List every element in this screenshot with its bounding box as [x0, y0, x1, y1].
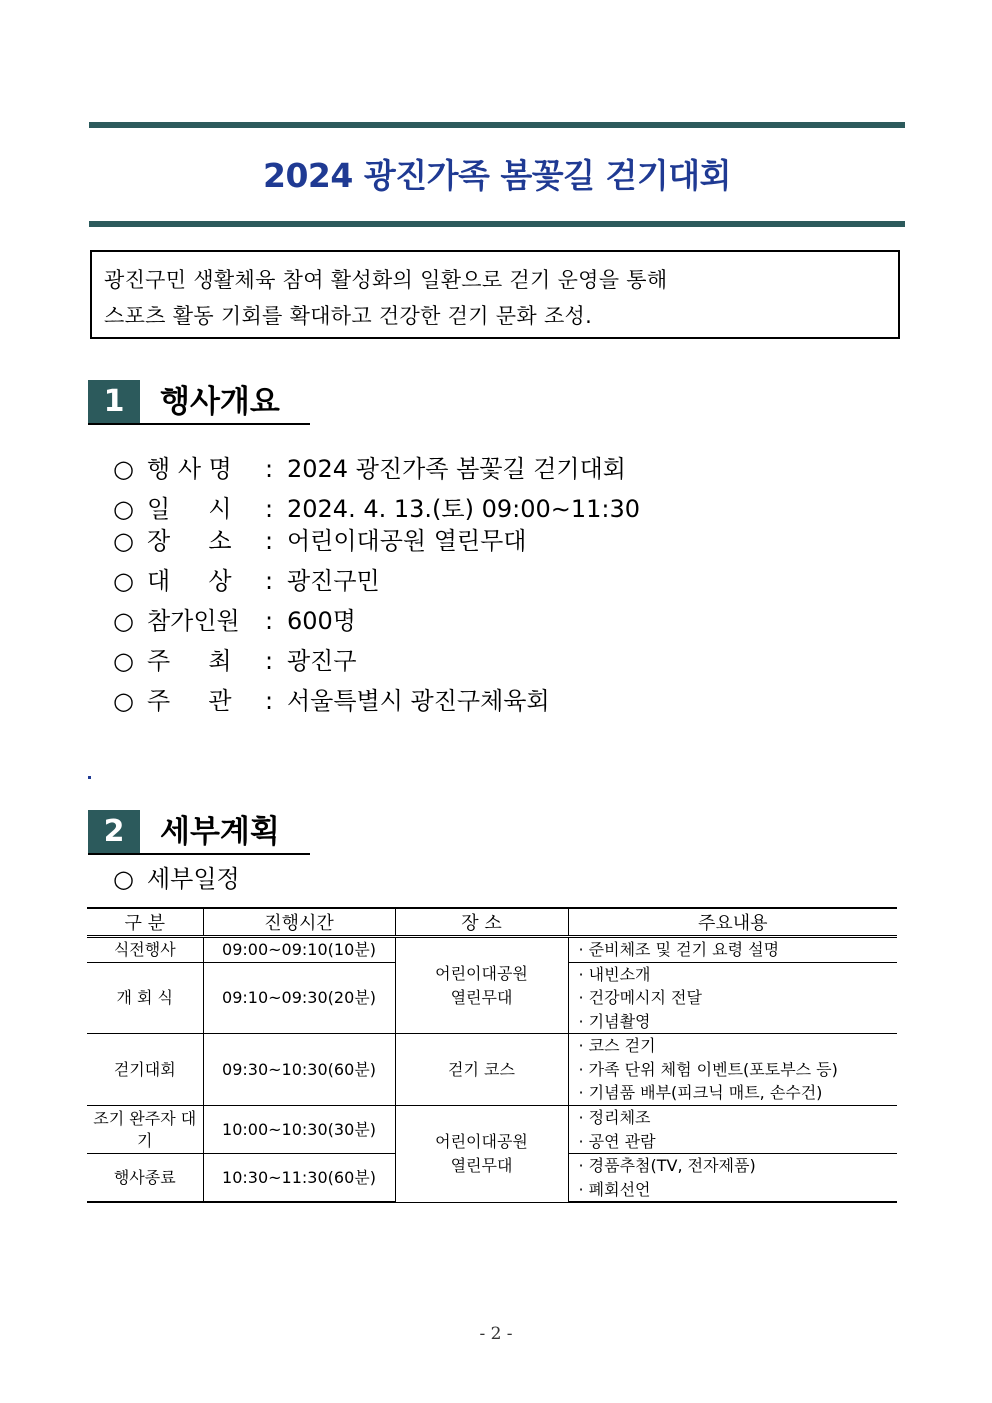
item-value: 광진구 — [287, 647, 357, 675]
overview-item-venue — [113, 525, 526, 557]
cell-content — [568, 1106, 897, 1154]
cell-time: 09:00~09:10(10분) — [203, 937, 395, 963]
item-colon: : — [264, 567, 274, 595]
purpose-line-2: 스포츠 활동 기회를 확대하고 건강한 걷기 문화 조성. — [104, 304, 593, 328]
cell-category: 개 회 식 — [87, 962, 203, 1034]
item-colon: : — [264, 607, 274, 635]
title-bottom-rule — [89, 221, 905, 227]
content-line: · 건강메시지 전달 — [578, 988, 702, 1007]
document-title: 2024 광진가족 봄꽃길 걷기대회 — [263, 156, 731, 195]
item-label: 일 시 — [147, 495, 232, 523]
header-category: 구 분 — [87, 908, 203, 937]
content-line: · 공연 관람 — [578, 1131, 656, 1151]
place-line: 어린이대공원 — [435, 1132, 528, 1152]
schedule-table — [87, 907, 897, 1203]
section-2-title: 세부계획 — [160, 814, 280, 850]
overview-item-organizer — [113, 685, 550, 717]
circle-bullet-icon: ○ — [113, 687, 134, 715]
item-label: 주 관 — [147, 687, 232, 715]
item-value: 2024. 4. 13.(토) 09:00∼11:30 — [287, 495, 641, 523]
item-colon: : — [264, 455, 274, 483]
item-label: 주 최 — [147, 647, 232, 675]
cell-place: 걷기 코스 — [395, 1034, 568, 1106]
item-colon: : — [264, 687, 274, 715]
cell-category: 식전행사 — [87, 937, 203, 963]
page-number: - 2 - — [479, 1324, 513, 1344]
overview-item-datetime — [113, 493, 640, 525]
cell-content — [568, 1154, 897, 1203]
cell-place — [395, 937, 568, 1034]
item-label: 행 사 명 — [147, 455, 232, 483]
cell-content — [568, 962, 897, 1034]
circle-bullet-icon: ○ — [113, 865, 134, 893]
overview-item-participants — [113, 605, 356, 637]
cell-category: 조기 완주자 대기 — [87, 1106, 203, 1154]
header-time: 진행시간 — [203, 908, 395, 937]
content-line: · 기념품 배부(피크닉 매트, 손수건) — [578, 1083, 823, 1102]
header-content: 주요내용 — [568, 908, 897, 937]
circle-bullet-icon: ○ — [113, 527, 134, 555]
content-line: · 폐회선언 — [578, 1179, 651, 1199]
cell-time: 09:30~10:30(60분) — [203, 1034, 395, 1106]
item-label: 참가인원 — [147, 607, 240, 635]
item-label: 장 소 — [147, 527, 232, 555]
cell-content — [568, 1034, 897, 1106]
item-value: 광진구민 — [287, 567, 380, 595]
schedule-subtitle: 세부일정 — [147, 865, 240, 893]
place-line: 열린무대 — [450, 1155, 513, 1175]
purpose-box — [90, 250, 900, 339]
item-colon: : — [264, 647, 274, 675]
content-line: · 내빈소개 — [578, 964, 651, 984]
content-line: · 코스 걷기 — [578, 1036, 656, 1055]
cell-category: 행사종료 — [87, 1154, 203, 1203]
content-line: · 준비체조 및 걷기 요령 설명 — [578, 940, 780, 959]
content-line: · 기념촬영 — [578, 1011, 651, 1031]
section-1-title: 행사개요 — [160, 384, 280, 420]
item-value: 어린이대공원 열린무대 — [287, 527, 527, 555]
overview-item-host — [113, 645, 357, 677]
section-2-number: 2 — [88, 810, 140, 854]
table-header-row — [87, 908, 897, 937]
table-row — [87, 937, 897, 963]
circle-bullet-icon: ○ — [113, 455, 134, 483]
circle-bullet-icon: ○ — [113, 567, 134, 595]
section-1-number: 1 — [88, 380, 140, 424]
table-row — [87, 1106, 897, 1154]
table-row — [87, 1034, 897, 1106]
item-colon: : — [264, 527, 274, 555]
circle-bullet-icon: ○ — [113, 607, 134, 635]
place-line: 어린이대공원 — [435, 964, 528, 983]
content-line: · 정리체조 — [578, 1108, 651, 1127]
item-colon: : — [264, 495, 274, 523]
content-line: · 가족 단위 체험 이벤트(포토부스 등) — [578, 1059, 838, 1079]
cell-content — [568, 937, 897, 963]
circle-bullet-icon: ○ — [113, 647, 134, 675]
item-value: 서울특별시 광진구체육회 — [287, 687, 550, 715]
purpose-line-1: 광진구민 생활체육 참여 활성화의 일환으로 걷기 운영을 통해 — [104, 268, 668, 292]
item-label: 대 상 — [147, 567, 232, 595]
stray-dot-mark — [88, 776, 91, 779]
section-1-underline — [88, 423, 310, 425]
item-value: 600명 — [287, 607, 356, 635]
cell-time: 10:00~10:30(30분) — [203, 1106, 395, 1154]
circle-bullet-icon: ○ — [113, 495, 134, 523]
content-line: · 경품추첨(TV, 전자제품) — [578, 1156, 756, 1175]
cell-place — [395, 1106, 568, 1203]
overview-item-event-name — [113, 453, 626, 485]
title-top-rule — [89, 122, 905, 128]
schedule-subheading — [113, 863, 240, 895]
overview-item-target — [113, 565, 380, 597]
cell-time: 09:10~09:30(20분) — [203, 962, 395, 1034]
section-2-underline — [88, 853, 310, 855]
place-line: 열린무대 — [450, 987, 513, 1007]
cell-time: 10:30~11:30(60분) — [203, 1154, 395, 1203]
header-place: 장 소 — [395, 908, 568, 937]
item-value: 2024 광진가족 봄꽃길 걷기대회 — [287, 455, 626, 483]
cell-category: 걷기대회 — [87, 1034, 203, 1106]
